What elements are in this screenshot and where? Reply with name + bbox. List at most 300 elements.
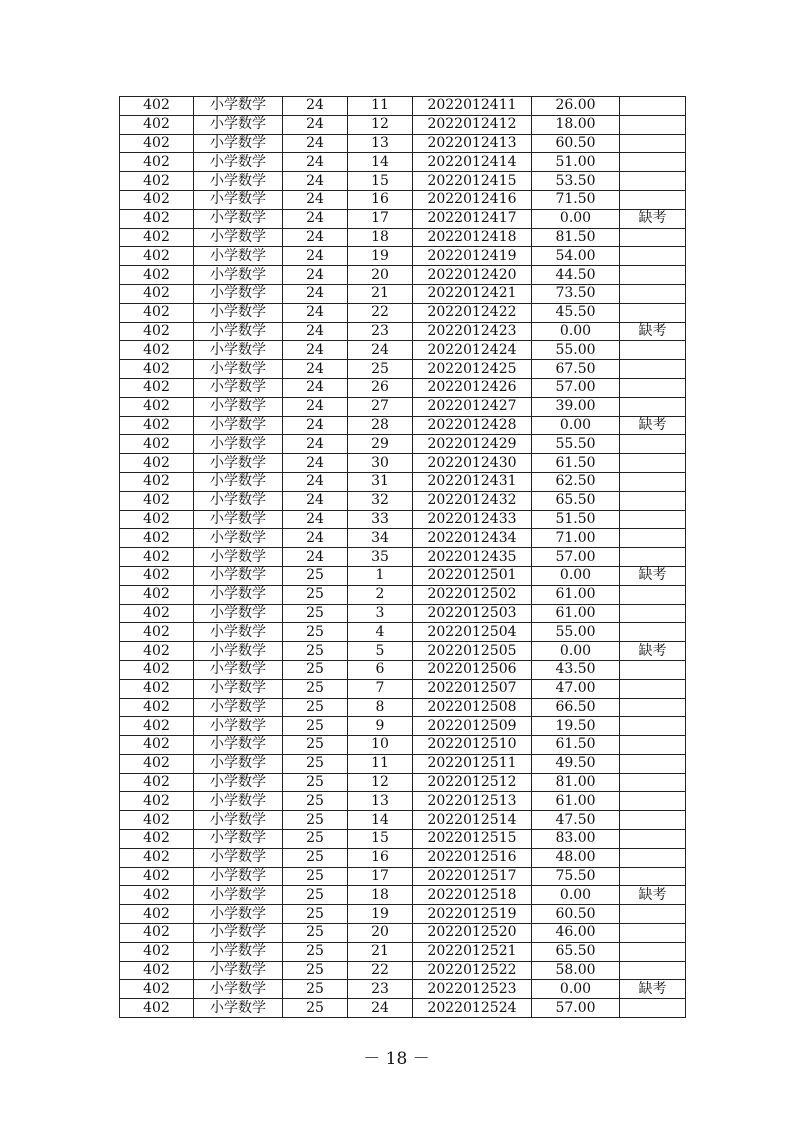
room-cell: 25 [283, 811, 348, 830]
room-cell: 25 [283, 792, 348, 811]
ticket-number-cell: 2022012501 [413, 566, 532, 585]
score-cell: 51.50 [532, 510, 620, 529]
table-row [120, 529, 686, 548]
remark-cell [620, 397, 686, 416]
room-cell: 24 [283, 341, 348, 360]
room-cell: 25 [283, 754, 348, 773]
score-cell: 83.00 [532, 830, 620, 849]
exam-code-cell: 402 [120, 472, 194, 491]
remark-cell [620, 228, 686, 247]
exam-code-cell: 402 [120, 153, 194, 172]
ticket-number-cell: 2022012518 [413, 886, 532, 905]
score-cell: 49.50 [532, 754, 620, 773]
score-cell: 65.50 [532, 491, 620, 510]
remark-cell [620, 115, 686, 134]
exam-code-cell: 402 [120, 736, 194, 755]
subject-cell: 小学数学 [194, 397, 283, 416]
score-cell: 55.50 [532, 435, 620, 454]
score-cell: 81.00 [532, 773, 620, 792]
score-cell: 65.50 [532, 942, 620, 961]
exam-code-cell: 402 [120, 97, 194, 116]
ticket-number-cell: 2022012425 [413, 360, 532, 379]
ticket-number-cell: 2022012424 [413, 341, 532, 360]
subject-cell: 小学数学 [194, 905, 283, 924]
table-row [120, 510, 686, 529]
subject-cell: 小学数学 [194, 190, 283, 209]
table-row [120, 435, 686, 454]
table-row [120, 792, 686, 811]
score-cell: 60.50 [532, 134, 620, 153]
seat-cell: 16 [348, 848, 413, 867]
room-cell: 24 [283, 548, 348, 567]
remark-cell [620, 698, 686, 717]
table-row [120, 623, 686, 642]
remark-cell [620, 435, 686, 454]
subject-cell: 小学数学 [194, 284, 283, 303]
score-cell: 0.00 [532, 980, 620, 999]
remark-cell [620, 999, 686, 1018]
exam-code-cell: 402 [120, 698, 194, 717]
exam-code-cell: 402 [120, 228, 194, 247]
table-row [120, 397, 686, 416]
remark-cell [620, 811, 686, 830]
seat-cell: 22 [348, 961, 413, 980]
subject-cell: 小学数学 [194, 566, 283, 585]
subject-cell: 小学数学 [194, 679, 283, 698]
room-cell: 24 [283, 378, 348, 397]
remark-cell [620, 773, 686, 792]
table-row [120, 97, 686, 116]
ticket-number-cell: 2022012522 [413, 961, 532, 980]
subject-cell: 小学数学 [194, 435, 283, 454]
exam-code-cell: 402 [120, 585, 194, 604]
subject-cell: 小学数学 [194, 867, 283, 886]
subject-cell: 小学数学 [194, 736, 283, 755]
room-cell: 24 [283, 322, 348, 341]
room-cell: 24 [283, 360, 348, 379]
score-table [119, 96, 686, 1018]
seat-cell: 6 [348, 660, 413, 679]
seat-cell: 28 [348, 416, 413, 435]
subject-cell: 小学数学 [194, 472, 283, 491]
exam-code-cell: 402 [120, 679, 194, 698]
subject-cell: 小学数学 [194, 830, 283, 849]
seat-cell: 14 [348, 811, 413, 830]
room-cell: 24 [283, 472, 348, 491]
remark-cell [620, 736, 686, 755]
room-cell: 25 [283, 660, 348, 679]
ticket-number-cell: 2022012513 [413, 792, 532, 811]
remark-cell [620, 360, 686, 379]
subject-cell: 小学数学 [194, 848, 283, 867]
subject-cell: 小学数学 [194, 942, 283, 961]
score-cell: 26.00 [532, 97, 620, 116]
exam-code-cell: 402 [120, 980, 194, 999]
seat-cell: 34 [348, 529, 413, 548]
ticket-number-cell: 2022012520 [413, 924, 532, 943]
seat-cell: 20 [348, 924, 413, 943]
room-cell: 25 [283, 623, 348, 642]
ticket-number-cell: 2022012435 [413, 548, 532, 567]
score-cell: 55.00 [532, 341, 620, 360]
room-cell: 24 [283, 153, 348, 172]
remark-cell [620, 660, 686, 679]
ticket-number-cell: 2022012510 [413, 736, 532, 755]
exam-code-cell: 402 [120, 491, 194, 510]
seat-cell: 14 [348, 153, 413, 172]
remark-cell: 缺考 [620, 642, 686, 661]
subject-cell: 小学数学 [194, 97, 283, 116]
ticket-number-cell: 2022012508 [413, 698, 532, 717]
seat-cell: 17 [348, 867, 413, 886]
remark-cell [620, 510, 686, 529]
subject-cell: 小学数学 [194, 209, 283, 228]
exam-code-cell: 402 [120, 942, 194, 961]
remark-cell [620, 623, 686, 642]
exam-code-cell: 402 [120, 115, 194, 134]
ticket-number-cell: 2022012519 [413, 905, 532, 924]
exam-code-cell: 402 [120, 830, 194, 849]
room-cell: 25 [283, 980, 348, 999]
seat-cell: 19 [348, 247, 413, 266]
ticket-number-cell: 2022012511 [413, 754, 532, 773]
table-row [120, 209, 686, 228]
exam-code-cell: 402 [120, 642, 194, 661]
score-table-body [120, 97, 686, 1018]
seat-cell: 12 [348, 115, 413, 134]
subject-cell: 小学数学 [194, 961, 283, 980]
seat-cell: 7 [348, 679, 413, 698]
remark-cell [620, 585, 686, 604]
ticket-number-cell: 2022012411 [413, 97, 532, 116]
table-row [120, 717, 686, 736]
room-cell: 25 [283, 886, 348, 905]
subject-cell: 小学数学 [194, 378, 283, 397]
subject-cell: 小学数学 [194, 548, 283, 567]
exam-code-cell: 402 [120, 341, 194, 360]
score-cell: 71.00 [532, 529, 620, 548]
ticket-number-cell: 2022012413 [413, 134, 532, 153]
subject-cell: 小学数学 [194, 228, 283, 247]
score-cell: 47.50 [532, 811, 620, 830]
room-cell: 25 [283, 679, 348, 698]
seat-cell: 21 [348, 284, 413, 303]
subject-cell: 小学数学 [194, 454, 283, 473]
seat-cell: 1 [348, 566, 413, 585]
room-cell: 25 [283, 717, 348, 736]
exam-code-cell: 402 [120, 435, 194, 454]
seat-cell: 4 [348, 623, 413, 642]
subject-cell: 小学数学 [194, 322, 283, 341]
ticket-number-cell: 2022012422 [413, 303, 532, 322]
remark-cell [620, 848, 686, 867]
seat-cell: 19 [348, 905, 413, 924]
ticket-number-cell: 2022012427 [413, 397, 532, 416]
remark-cell [620, 491, 686, 510]
remark-cell [620, 284, 686, 303]
remark-cell: 缺考 [620, 886, 686, 905]
subject-cell: 小学数学 [194, 266, 283, 285]
exam-code-cell: 402 [120, 717, 194, 736]
seat-cell: 3 [348, 604, 413, 623]
remark-cell [620, 341, 686, 360]
seat-cell: 5 [348, 642, 413, 661]
room-cell: 25 [283, 566, 348, 585]
seat-cell: 23 [348, 322, 413, 341]
table-row [120, 228, 686, 247]
remark-cell [620, 454, 686, 473]
table-row [120, 604, 686, 623]
seat-cell: 22 [348, 303, 413, 322]
subject-cell: 小学数学 [194, 247, 283, 266]
remark-cell [620, 604, 686, 623]
remark-cell [620, 905, 686, 924]
seat-cell: 30 [348, 454, 413, 473]
score-cell: 46.00 [532, 924, 620, 943]
subject-cell: 小学数学 [194, 660, 283, 679]
room-cell: 25 [283, 848, 348, 867]
room-cell: 25 [283, 942, 348, 961]
remark-cell [620, 830, 686, 849]
seat-cell: 32 [348, 491, 413, 510]
subject-cell: 小学数学 [194, 360, 283, 379]
remark-cell [620, 942, 686, 961]
exam-code-cell: 402 [120, 623, 194, 642]
room-cell: 24 [283, 435, 348, 454]
table-row [120, 360, 686, 379]
score-cell: 60.50 [532, 905, 620, 924]
ticket-number-cell: 2022012507 [413, 679, 532, 698]
room-cell: 24 [283, 190, 348, 209]
subject-cell: 小学数学 [194, 717, 283, 736]
score-cell: 43.50 [532, 660, 620, 679]
ticket-number-cell: 2022012414 [413, 153, 532, 172]
remark-cell [620, 717, 686, 736]
remark-cell: 缺考 [620, 566, 686, 585]
score-cell: 39.00 [532, 397, 620, 416]
remark-cell [620, 134, 686, 153]
score-cell: 66.50 [532, 698, 620, 717]
subject-cell: 小学数学 [194, 623, 283, 642]
subject-cell: 小学数学 [194, 604, 283, 623]
seat-cell: 25 [348, 360, 413, 379]
subject-cell: 小学数学 [194, 754, 283, 773]
table-row [120, 886, 686, 905]
table-row [120, 247, 686, 266]
subject-cell: 小学数学 [194, 924, 283, 943]
score-cell: 47.00 [532, 679, 620, 698]
score-cell: 0.00 [532, 886, 620, 905]
score-cell: 54.00 [532, 247, 620, 266]
seat-cell: 33 [348, 510, 413, 529]
subject-cell: 小学数学 [194, 585, 283, 604]
score-cell: 51.00 [532, 153, 620, 172]
remark-cell [620, 754, 686, 773]
seat-cell: 15 [348, 830, 413, 849]
seat-cell: 24 [348, 999, 413, 1018]
ticket-number-cell: 2022012426 [413, 378, 532, 397]
exam-code-cell: 402 [120, 886, 194, 905]
ticket-number-cell: 2022012432 [413, 491, 532, 510]
room-cell: 25 [283, 905, 348, 924]
ticket-number-cell: 2022012419 [413, 247, 532, 266]
room-cell: 24 [283, 97, 348, 116]
ticket-number-cell: 2022012515 [413, 830, 532, 849]
room-cell: 25 [283, 773, 348, 792]
remark-cell: 缺考 [620, 322, 686, 341]
remark-cell [620, 867, 686, 886]
exam-code-cell: 402 [120, 190, 194, 209]
table-row [120, 190, 686, 209]
room-cell: 24 [283, 284, 348, 303]
ticket-number-cell: 2022012505 [413, 642, 532, 661]
remark-cell [620, 266, 686, 285]
ticket-number-cell: 2022012418 [413, 228, 532, 247]
room-cell: 25 [283, 999, 348, 1018]
subject-cell: 小学数学 [194, 172, 283, 191]
table-row [120, 134, 686, 153]
score-cell: 61.00 [532, 604, 620, 623]
room-cell: 25 [283, 698, 348, 717]
subject-cell: 小学数学 [194, 698, 283, 717]
ticket-number-cell: 2022012504 [413, 623, 532, 642]
table-row [120, 341, 686, 360]
seat-cell: 13 [348, 792, 413, 811]
ticket-number-cell: 2022012516 [413, 848, 532, 867]
exam-code-cell: 402 [120, 604, 194, 623]
remark-cell: 缺考 [620, 209, 686, 228]
table-row [120, 322, 686, 341]
ticket-number-cell: 2022012514 [413, 811, 532, 830]
exam-code-cell: 402 [120, 754, 194, 773]
seat-cell: 15 [348, 172, 413, 191]
exam-code-cell: 402 [120, 266, 194, 285]
table-row [120, 115, 686, 134]
exam-code-cell: 402 [120, 811, 194, 830]
exam-code-cell: 402 [120, 360, 194, 379]
table-row [120, 642, 686, 661]
score-cell: 53.50 [532, 172, 620, 191]
seat-cell: 21 [348, 942, 413, 961]
score-cell: 57.00 [532, 548, 620, 567]
seat-cell: 23 [348, 980, 413, 999]
score-cell: 0.00 [532, 322, 620, 341]
seat-cell: 9 [348, 717, 413, 736]
ticket-number-cell: 2022012512 [413, 773, 532, 792]
room-cell: 24 [283, 134, 348, 153]
ticket-number-cell: 2022012521 [413, 942, 532, 961]
room-cell: 24 [283, 416, 348, 435]
room-cell: 24 [283, 172, 348, 191]
exam-code-cell: 402 [120, 416, 194, 435]
subject-cell: 小学数学 [194, 980, 283, 999]
ticket-number-cell: 2022012509 [413, 717, 532, 736]
table-row [120, 266, 686, 285]
seat-cell: 31 [348, 472, 413, 491]
subject-cell: 小学数学 [194, 115, 283, 134]
table-row [120, 378, 686, 397]
exam-code-cell: 402 [120, 773, 194, 792]
ticket-number-cell: 2022012506 [413, 660, 532, 679]
room-cell: 25 [283, 830, 348, 849]
seat-cell: 27 [348, 397, 413, 416]
table-row [120, 454, 686, 473]
seat-cell: 35 [348, 548, 413, 567]
remark-cell [620, 924, 686, 943]
room-cell: 24 [283, 529, 348, 548]
remark-cell [620, 472, 686, 491]
remark-cell [620, 303, 686, 322]
table-row [120, 153, 686, 172]
seat-cell: 24 [348, 341, 413, 360]
score-cell: 81.50 [532, 228, 620, 247]
ticket-number-cell: 2022012428 [413, 416, 532, 435]
ticket-number-cell: 2022012415 [413, 172, 532, 191]
score-cell: 0.00 [532, 416, 620, 435]
ticket-number-cell: 2022012503 [413, 604, 532, 623]
score-cell: 18.00 [532, 115, 620, 134]
exam-code-cell: 402 [120, 172, 194, 191]
remark-cell [620, 153, 686, 172]
subject-cell: 小学数学 [194, 529, 283, 548]
table-row [120, 754, 686, 773]
table-row [120, 548, 686, 567]
exam-code-cell: 402 [120, 529, 194, 548]
score-cell: 61.50 [532, 454, 620, 473]
ticket-number-cell: 2022012524 [413, 999, 532, 1018]
table-row [120, 905, 686, 924]
remark-cell [620, 190, 686, 209]
exam-code-cell: 402 [120, 548, 194, 567]
subject-cell: 小学数学 [194, 886, 283, 905]
ticket-number-cell: 2022012417 [413, 209, 532, 228]
exam-code-cell: 402 [120, 961, 194, 980]
remark-cell [620, 172, 686, 191]
score-cell: 57.00 [532, 378, 620, 397]
room-cell: 25 [283, 642, 348, 661]
exam-code-cell: 402 [120, 510, 194, 529]
seat-cell: 16 [348, 190, 413, 209]
subject-cell: 小学数学 [194, 303, 283, 322]
seat-cell: 29 [348, 435, 413, 454]
score-cell: 61.00 [532, 585, 620, 604]
table-row [120, 773, 686, 792]
subject-cell: 小学数学 [194, 999, 283, 1018]
table-row [120, 830, 686, 849]
subject-cell: 小学数学 [194, 416, 283, 435]
table-row [120, 416, 686, 435]
remark-cell [620, 247, 686, 266]
seat-cell: 18 [348, 886, 413, 905]
subject-cell: 小学数学 [194, 510, 283, 529]
ticket-number-cell: 2022012429 [413, 435, 532, 454]
ticket-number-cell: 2022012423 [413, 322, 532, 341]
room-cell: 24 [283, 228, 348, 247]
table-row [120, 303, 686, 322]
table-row [120, 980, 686, 999]
seat-cell: 13 [348, 134, 413, 153]
score-cell: 71.50 [532, 190, 620, 209]
table-row [120, 736, 686, 755]
room-cell: 25 [283, 604, 348, 623]
table-row [120, 566, 686, 585]
room-cell: 24 [283, 491, 348, 510]
room-cell: 24 [283, 397, 348, 416]
table-row [120, 848, 686, 867]
room-cell: 24 [283, 247, 348, 266]
exam-code-cell: 402 [120, 848, 194, 867]
exam-code-cell: 402 [120, 867, 194, 886]
